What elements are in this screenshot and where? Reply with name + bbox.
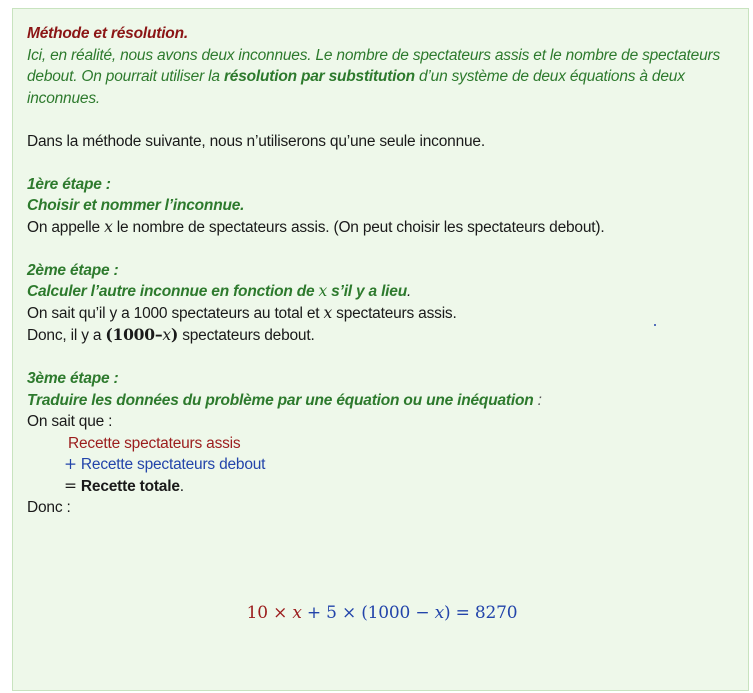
method-line: Dans la méthode suivante, nous n’utiliserons qu’une seule inconnue. <box>27 132 485 150</box>
intro-part2: d’un système de deux équations à deux inconnues. <box>27 68 685 107</box>
step1-text <box>27 217 737 239</box>
step3-donc: Donc : <box>27 499 71 516</box>
eq-close: ) <box>444 603 451 623</box>
step1-heading: Choisir et nommer l’inconnue. <box>27 197 245 214</box>
eq-five: 5 <box>326 603 337 623</box>
step2-line1-var: x <box>323 303 333 322</box>
line-recette-totale-text: Recette totale <box>80 477 180 495</box>
step2-line2-a: Donc, il y a <box>27 327 106 344</box>
step2-math-minus: – <box>154 325 163 344</box>
step3-on-sait: On sait que : <box>27 413 113 430</box>
stray-dot <box>654 324 656 326</box>
eq-paren: (1000 − <box>361 603 435 623</box>
eq-x2: x <box>434 603 444 623</box>
step2-label: 2ème étape : <box>27 261 119 279</box>
step1-text-b: le nombre de spectateurs assis. (On peut choisir les spectateurs debout). <box>112 218 605 236</box>
step3-heading-tail: : <box>533 391 542 409</box>
line-recette-debout <box>27 454 737 476</box>
eq-x1: x <box>292 603 302 623</box>
intro-part1: Ici, en réalité, nous avons deux inconnues. Le nombre de spectateurs assis et le nombre de spectateurs debout. On pourrait utiliser la <box>27 46 721 85</box>
line-recette-totale <box>27 476 737 498</box>
step2-heading-b: s’il y a lieu <box>327 283 407 300</box>
step2-math-var: x <box>162 326 171 344</box>
step2-heading-dot: . <box>406 283 412 300</box>
step2-math-open: (1000 <box>105 325 155 344</box>
main-equation <box>27 603 737 625</box>
step2-line1 <box>27 303 737 325</box>
step2-line1-b: spectateurs assis. <box>332 304 457 322</box>
step1-var: x <box>104 217 113 236</box>
step3-label: 3ème étape : <box>27 370 119 387</box>
section-title: Méthode et résolution. <box>27 25 188 42</box>
equals-sign: = <box>64 476 77 495</box>
intro-paragraph <box>27 45 737 110</box>
eq-total: 8270 <box>474 603 518 623</box>
step3-heading: Traduire les données du problème par une équation ou une inéquation <box>27 391 534 409</box>
step3-heading-line <box>27 390 737 412</box>
plus-sign: + <box>64 455 77 473</box>
eq-equals: = <box>450 603 475 623</box>
recette-totale-period: . <box>179 477 184 495</box>
line-recette-debout-text: Recette spectateurs debout <box>80 456 266 473</box>
content-body <box>27 23 737 623</box>
eq-times2: × <box>336 603 362 623</box>
eq-plus: + <box>301 603 327 623</box>
step2-heading <box>27 281 737 303</box>
step2-math-close: ) <box>170 325 179 344</box>
eq-ten: 10 <box>246 603 268 623</box>
content-panel <box>12 8 749 691</box>
step1-label: 1ère étape : <box>27 175 111 193</box>
step2-line1-a: On sait qu’il y a 1000 spectateurs au total et <box>27 304 324 322</box>
step1-text-a: On appelle <box>27 218 105 236</box>
step2-heading-var: x <box>318 282 328 300</box>
step2-heading-a: Calculer l’autre inconnue en fonction de <box>27 283 319 300</box>
step2-line2 <box>27 324 737 347</box>
eq-times1: × <box>267 603 293 623</box>
line-recette-assis: Recette spectateurs assis <box>68 434 241 452</box>
step2-math <box>105 325 178 344</box>
step2-line2-b: spectateurs debout. <box>178 327 315 344</box>
intro-bold: résolution par substitution <box>223 68 415 85</box>
